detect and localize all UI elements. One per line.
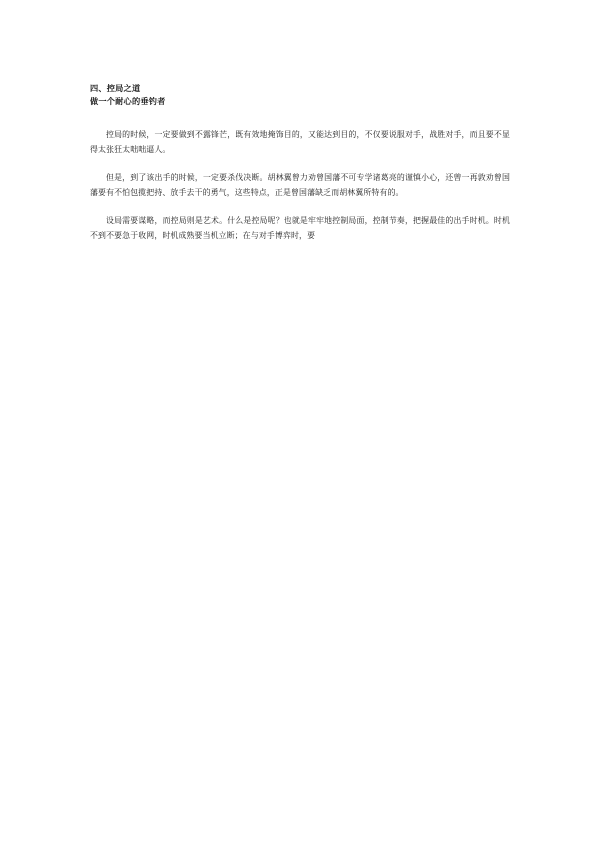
section-title: 四、控局之道 <box>90 83 141 93</box>
paragraph: 设局需要谋略，而控局则是艺术。什么是控局呢？也就是牢牢地控制局面，控制节奏，把握最佳的出手时机。时机不到不要急于收网，时机成熟要当机立断；在与对手博弈时，要 <box>90 216 510 240</box>
paragraph: 控局的时候，一定要做到不露锋芒，既有效地掩饰目的，又能达到目的，不仅要说服对手，战胜对手，而且要不显得太张狂太咄咄逼人。 <box>90 130 510 154</box>
section-subtitle: 做一个耐心的垂钓者 <box>90 96 166 106</box>
paragraph: 但是，到了该出手的时候，一定要杀伐决断。胡林翼曾力劝曾国藩不可专学诸葛亮的谨慎小心，还曾一再敦劝曾国藩要有不怕包揽把持、放手去干的勇气，这些特点，正是曾国藩缺乏而胡林翼所特有的。 <box>90 173 510 197</box>
document-body <box>90 81 510 257</box>
